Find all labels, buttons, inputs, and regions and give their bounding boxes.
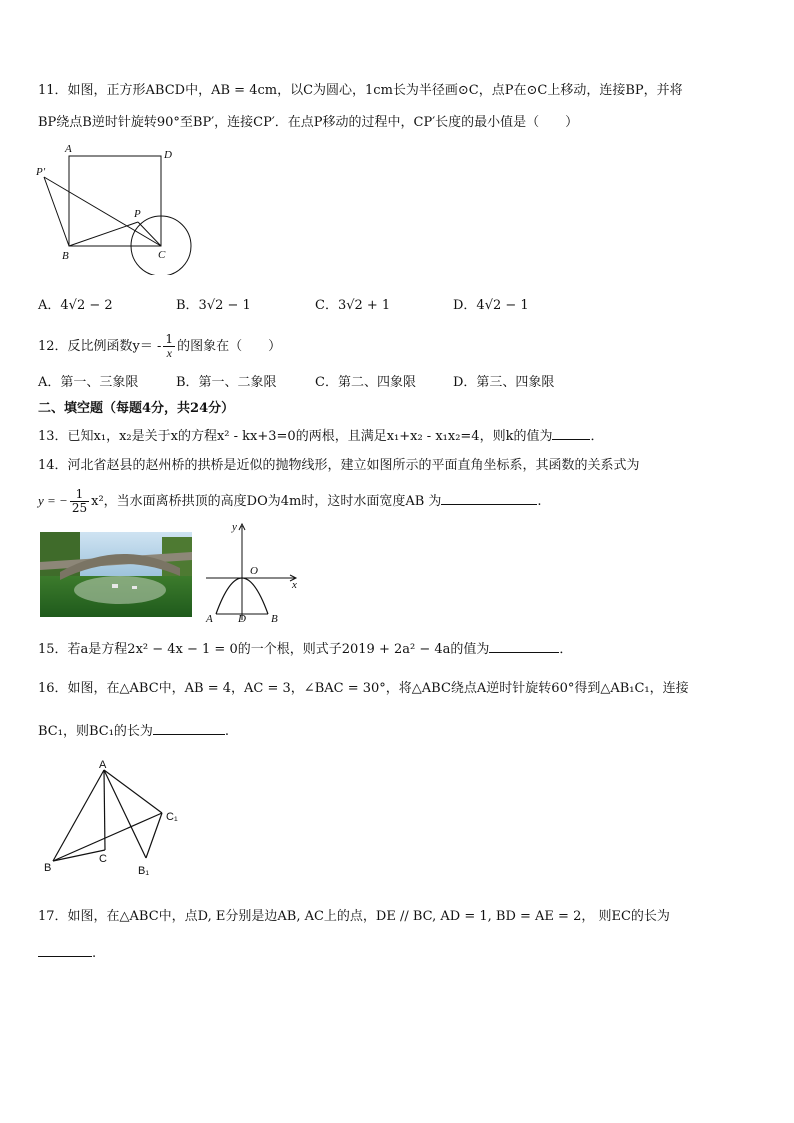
q16-stem-line1: 16．如图，在△ABC中，AB = 4，AC = 3，∠BAC = 30°，将△ABC绕点A逆时针旋转60°得到△AB₁C₁，连接 [38, 681, 689, 696]
label-c: C [99, 853, 107, 865]
q15-answer-blank[interactable] [489, 640, 559, 653]
q17-stem: 17．如图，在△ABC中，点D, E分别是边AB, AC上的点，DE // BC, AD = 1, BD = AE = 2， 则EC的长为 [38, 909, 670, 924]
q17-answer-line: . [38, 944, 96, 963]
label-b: B [271, 613, 278, 625]
q17-answer-blank[interactable] [38, 944, 92, 957]
q12-stem [38, 332, 281, 362]
label-a: A [65, 143, 72, 155]
q11-stem-line2: BP绕点B逆时针旋转90°至BP′，连接CP′．在点P移动的过程中，CP′长度的最小值是（ ） [38, 115, 579, 130]
square-abcd [69, 156, 161, 246]
q15-stem: 15．若a是方程2x² − 4x − 1 = 0的一个根，则式子2019 + 2a² − 4a的值为 ． [38, 642, 573, 657]
label-d: D [164, 149, 172, 161]
label-o: O [250, 565, 258, 577]
label-b1: B₁ [138, 865, 150, 877]
q16-triangle-figure [38, 758, 188, 878]
q11-option-d: D．4√2 − 1 [453, 298, 529, 313]
label-p: P [134, 208, 141, 220]
q12-option-d: D．第三、四象限 [453, 375, 555, 390]
q12-option-b: B．第一、二象限 [176, 375, 277, 390]
q12-option-c: C．第二、四象限 [315, 375, 416, 390]
q11-stem-line1: 11．如图，正方形ABCD中，AB = 4cm，以C为圆心，1cm长为半径画⊙C，点P在⊙C上移动，连接BP，并将 [38, 83, 683, 98]
q14-stem-line1: 14．河北省赵县的赵州桥的拱桥是近似的抛物线形，建立如图所示的平面直角坐标系，其函数的关系式为 [38, 458, 640, 473]
q11-figure [34, 140, 199, 275]
label-a: A [99, 759, 107, 771]
label-b: B [62, 250, 69, 262]
label-x: x [292, 579, 297, 591]
section-heading: 二、填空题（每题4分，共24分） [38, 401, 235, 416]
q14-stem-line2: y = − $\frac{1}{25}$ x²，当水面离桥拱顶的高度DO为4m时，这时水面宽度AB 为 . [38, 487, 542, 515]
q12-stem-post: 的图象在（ ） [177, 339, 282, 354]
label-b: B [44, 862, 52, 874]
q11-option-a: A．4√2 − 2 [38, 298, 113, 313]
label-d: D [238, 613, 246, 625]
label-y: y [232, 521, 237, 533]
q14-answer-blank[interactable] [441, 492, 537, 505]
q11-option-c: C．3√2 + 1 [315, 298, 391, 313]
q12-stem-pre: 12．反比例函数y＝ - [38, 339, 162, 354]
q14-fraction: $\frac{1}{25}$ [71, 487, 88, 515]
q12-option-a: A．第一、三象限 [38, 375, 139, 390]
q13-stem: 13．已知x₁，x₂是关于x的方程x² - kx+3=0的两根，且满足x₁+x₂ - x₁x₂=4，则k的值为 ． [38, 429, 604, 444]
zhaozhou-bridge-photo [40, 532, 192, 617]
q14-coordinate-figure [202, 520, 302, 625]
q11-option-b: B．3√2 − 1 [176, 298, 251, 313]
q16-stem-line2: BC₁，则BC₁的长为 . [38, 724, 230, 739]
label-c1: C₁ [166, 811, 178, 823]
q13-answer-blank[interactable] [552, 427, 590, 440]
label-p-prime: P′ [36, 166, 46, 178]
q12-fraction: $\frac{1}{x}$ [165, 332, 174, 360]
q16-answer-blank[interactable] [153, 722, 225, 735]
label-c: C [158, 249, 166, 261]
label-a: A [206, 613, 213, 625]
